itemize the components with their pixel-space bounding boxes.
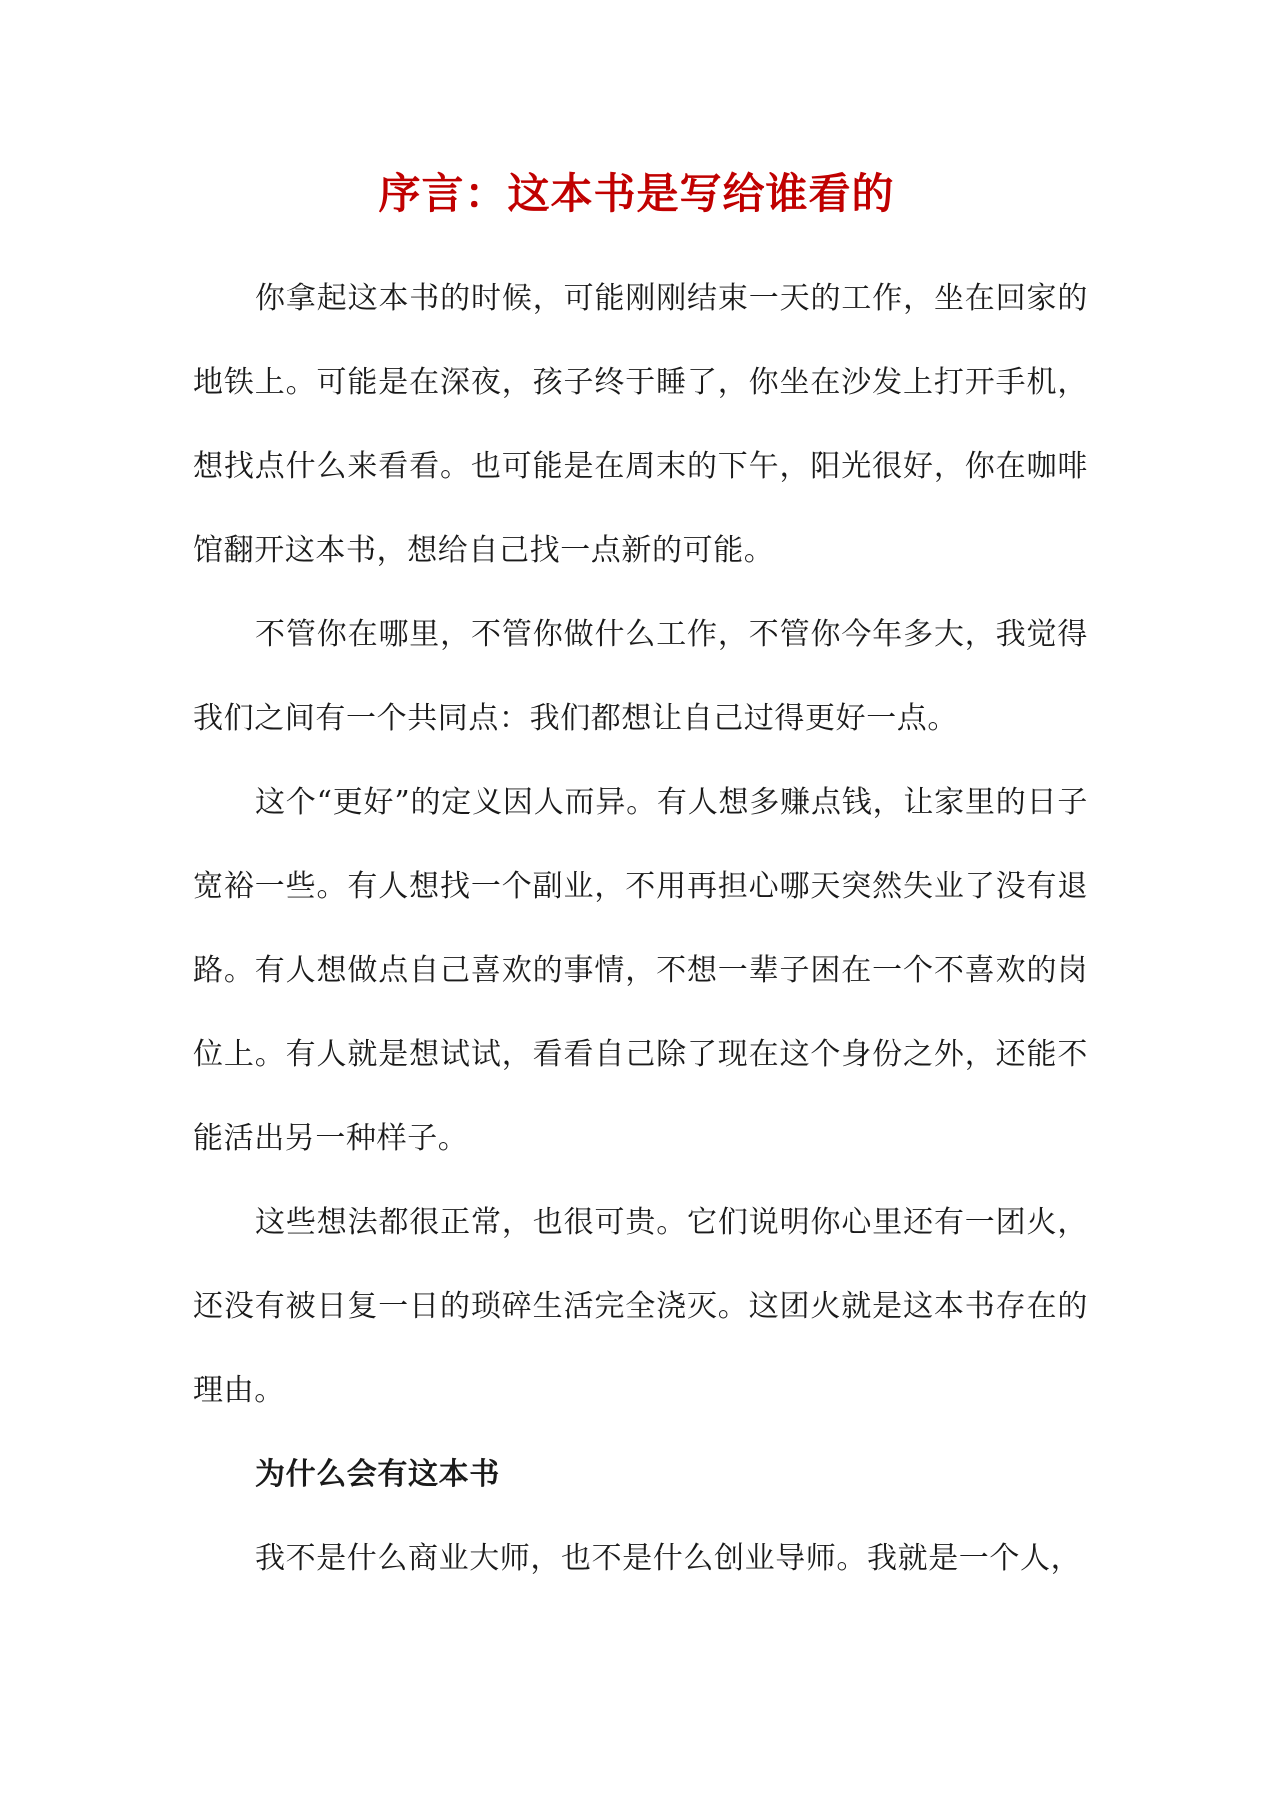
paragraph: 不管你在哪里，不管你做什么工作，不管你今年多大，我觉得我们之间有一个共同点：我们都想让自己过得更好一点。 <box>193 617 1088 736</box>
paragraph: 我不是什么商业大师，也不是什么创业导师。我就是一个人， <box>255 1541 1082 1576</box>
paragraph: 你拿起这本书的时候，可能刚刚结束一天的工作，坐在回家的地铁上。可能是在深夜，孩子终于睡了，你坐在沙发上打开手机，想找点什么来看看。也可能是在周末的下午，阳光很好，你在咖啡馆翻开这本书，想给自己找一点新的可能。 <box>193 281 1088 568</box>
page-title: 序言：这本书是写给谁看的 <box>378 169 895 218</box>
section-heading: 为什么会有这本书 <box>255 1457 500 1492</box>
document-body <box>193 257 1088 1601</box>
paragraph: 这个“更好”的定义因人而异。有人想多赚点钱，让家里的日子宽裕一些。有人想找一个副业，不用再担心哪天突然失业了没有退路。有人想做点自己喜欢的事情，不想一辈子困在一个不喜欢的岗位上。有人就是想试试，看看自己除了现在这个身份之外，还能不能活出另一种样子。 <box>193 785 1088 1156</box>
paragraph: 这些想法都很正常，也很可贵。它们说明你心里还有一团火，还没有被日复一日的琐碎生活完全浇灭。这团火就是这本书存在的理由。 <box>193 1205 1088 1408</box>
